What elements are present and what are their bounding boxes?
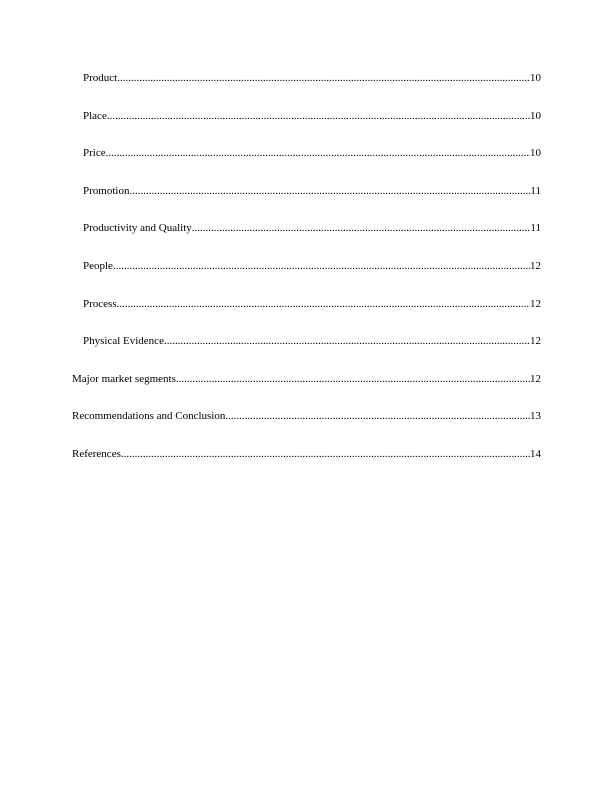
toc-entry-title: Productivity and Quality: [83, 222, 192, 235]
toc-entry-productivity-and-quality[interactable]: [72, 221, 541, 259]
toc-dot-leader: [117, 297, 530, 311]
toc-dot-leader: [121, 447, 530, 461]
toc-dot-leader: [106, 146, 530, 160]
toc-entry-page-number: 10: [530, 109, 541, 122]
toc-dot-leader: [192, 221, 531, 235]
toc-entry-page-number: 14: [530, 447, 541, 460]
toc-dot-leader: [176, 372, 530, 386]
toc-entry-page-number: 12: [530, 259, 541, 272]
toc-entry-recommendations-and-conclusion[interactable]: [72, 409, 541, 447]
toc-dot-leader: [117, 71, 530, 85]
toc-entry-title: Price: [83, 147, 106, 160]
toc-entry-page-number: 12: [530, 372, 541, 385]
toc-dot-leader: [225, 409, 530, 423]
toc-entry-page-number: 11: [530, 222, 541, 235]
toc-entry-title: Physical Evidence: [83, 335, 164, 348]
toc-entry-people[interactable]: [72, 259, 541, 297]
toc-entry-references[interactable]: [72, 447, 541, 485]
toc-entry-title: Recommendations and Conclusion: [72, 410, 226, 423]
toc-entry-title: Promotion: [83, 184, 130, 197]
toc-entry-product[interactable]: [72, 71, 541, 109]
toc-entry-page-number: 13: [530, 410, 541, 423]
toc-entry-title: References: [72, 447, 121, 460]
toc-entry-place[interactable]: [72, 109, 541, 147]
toc-entry-page-number: 12: [530, 297, 541, 310]
toc-entry-page-number: 10: [530, 72, 541, 84]
toc-dot-leader: [107, 109, 530, 123]
toc-entry-process[interactable]: [72, 297, 541, 335]
toc-entry-title: Product: [83, 72, 118, 84]
toc-entry-physical-evidence[interactable]: [72, 334, 541, 372]
toc-entry-price[interactable]: [72, 146, 541, 184]
toc-entry-title: Process: [83, 297, 117, 310]
toc-entry-title: Major market segments: [72, 372, 176, 385]
toc-entry-page-number: 12: [530, 335, 541, 348]
toc-dot-leader: [164, 334, 530, 348]
toc-entry-major-market-segments[interactable]: [72, 372, 541, 410]
toc-entry-title: People: [83, 259, 113, 272]
toc-entry-page-number: 10: [530, 147, 541, 160]
toc-entry-promotion[interactable]: [72, 184, 541, 222]
toc-entry-title: Place: [83, 109, 107, 122]
toc-dot-leader: [113, 259, 530, 273]
toc-entry-page-number: 11: [530, 184, 541, 197]
table-of-contents: [72, 71, 541, 485]
toc-dot-leader: [129, 184, 530, 198]
